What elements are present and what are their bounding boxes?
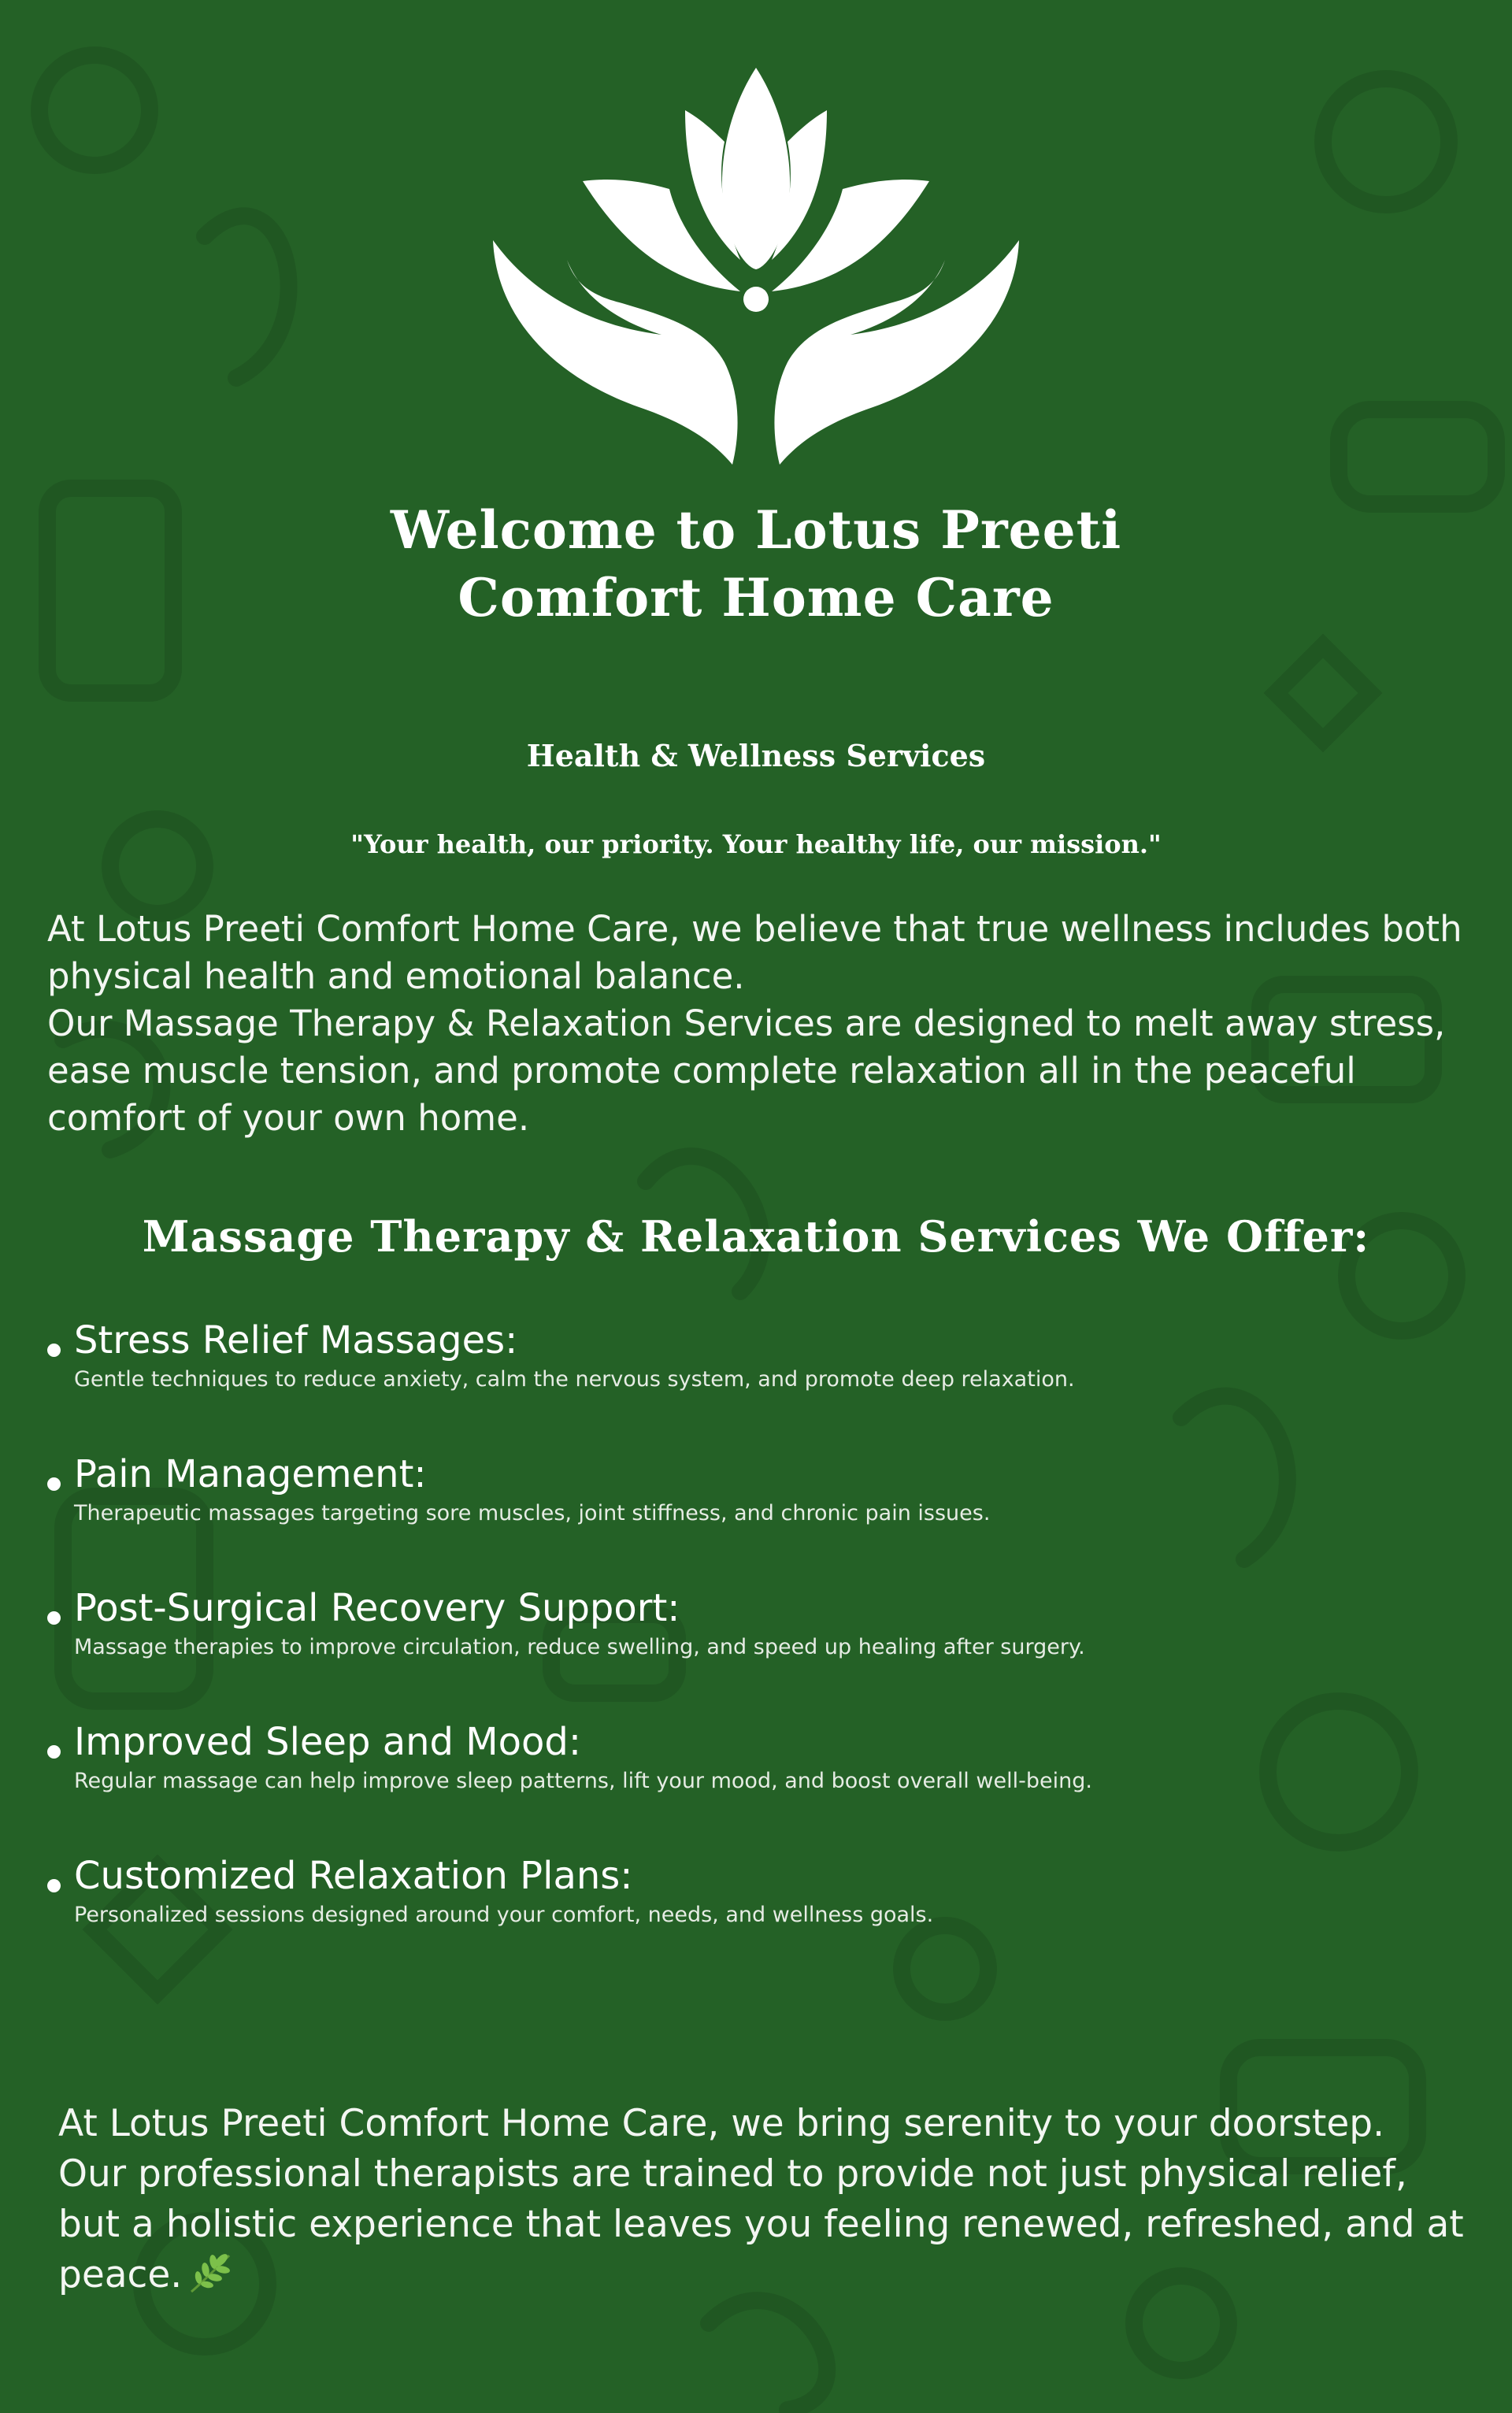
service-title: Post-Surgical Recovery Support: <box>74 1586 680 1630</box>
list-item <box>47 1852 1473 1986</box>
bullet-icon <box>47 1879 61 1892</box>
page-subtitle: Health & Wellness Services <box>526 738 986 773</box>
closing-line-1: At Lotus Preeti Comfort Home Care, we bring serenity to your doorstep. <box>58 2102 1385 2145</box>
bullet-icon <box>47 1611 61 1625</box>
service-title: Pain Management: <box>74 1452 427 1496</box>
intro-paragraph-2: Our Massage Therapy & Relaxation Services are designed to melt away stress, ease muscle tension, and promote complete relaxation all in the peaceful comfort of your own home. <box>47 1003 1446 1139</box>
lotus-hands-logo <box>488 63 1024 473</box>
service-description: Therapeutic massages targeting sore muscles, joint stiffness, and chronic pain issues. <box>74 1501 991 1525</box>
list-item <box>47 1317 1473 1451</box>
service-description: Gentle techniques to reduce anxiety, calm the nervous system, and promote deep relaxation. <box>74 1367 1075 1392</box>
service-title: Customized Relaxation Plans: <box>74 1854 633 1898</box>
list-item <box>47 1718 1473 1852</box>
tagline: "Your health, our priority. Your healthy life, our mission." <box>350 829 1162 859</box>
title-line-2: Comfort Home Care <box>458 567 1054 628</box>
intro-text <box>47 906 1473 1142</box>
closing-line-2 <box>58 2149 1476 2300</box>
closing-line-2-text: Our professional therapists are trained to provide not just physical relief, but a holistic experience that leaves you feeling renewed, refreshed, and at peace. <box>58 2152 1464 2296</box>
service-title: Improved Sleep and Mood: <box>74 1720 582 1764</box>
service-description: Personalized sessions designed around your comfort, needs, and wellness goals. <box>74 1903 934 1927</box>
service-description: Massage therapies to improve circulation, reduce swelling, and speed up healing after surgery. <box>74 1635 1085 1659</box>
list-item <box>47 1585 1473 1718</box>
intro-paragraph-1: At Lotus Preeti Comfort Home Care, we believe that true wellness includes both physical health and emotional balance. <box>47 908 1462 997</box>
page-title <box>284 496 1228 632</box>
service-description: Regular massage can help improve sleep patterns, lift your mood, and boost overall well-being. <box>74 1769 1092 1793</box>
services-list <box>47 1317 1473 1986</box>
bullet-icon <box>47 1745 61 1759</box>
service-title: Stress Relief Massages: <box>74 1318 518 1362</box>
closing-text <box>58 2099 1476 2300</box>
herb-leaf-icon <box>187 2251 234 2295</box>
services-heading: Massage Therapy & Relaxation Services We Offer: <box>142 1211 1370 1262</box>
title-line-1: Welcome to Lotus Preeti <box>390 499 1122 561</box>
list-item <box>47 1451 1473 1585</box>
bullet-icon <box>47 1477 61 1491</box>
bullet-icon <box>47 1344 61 1357</box>
